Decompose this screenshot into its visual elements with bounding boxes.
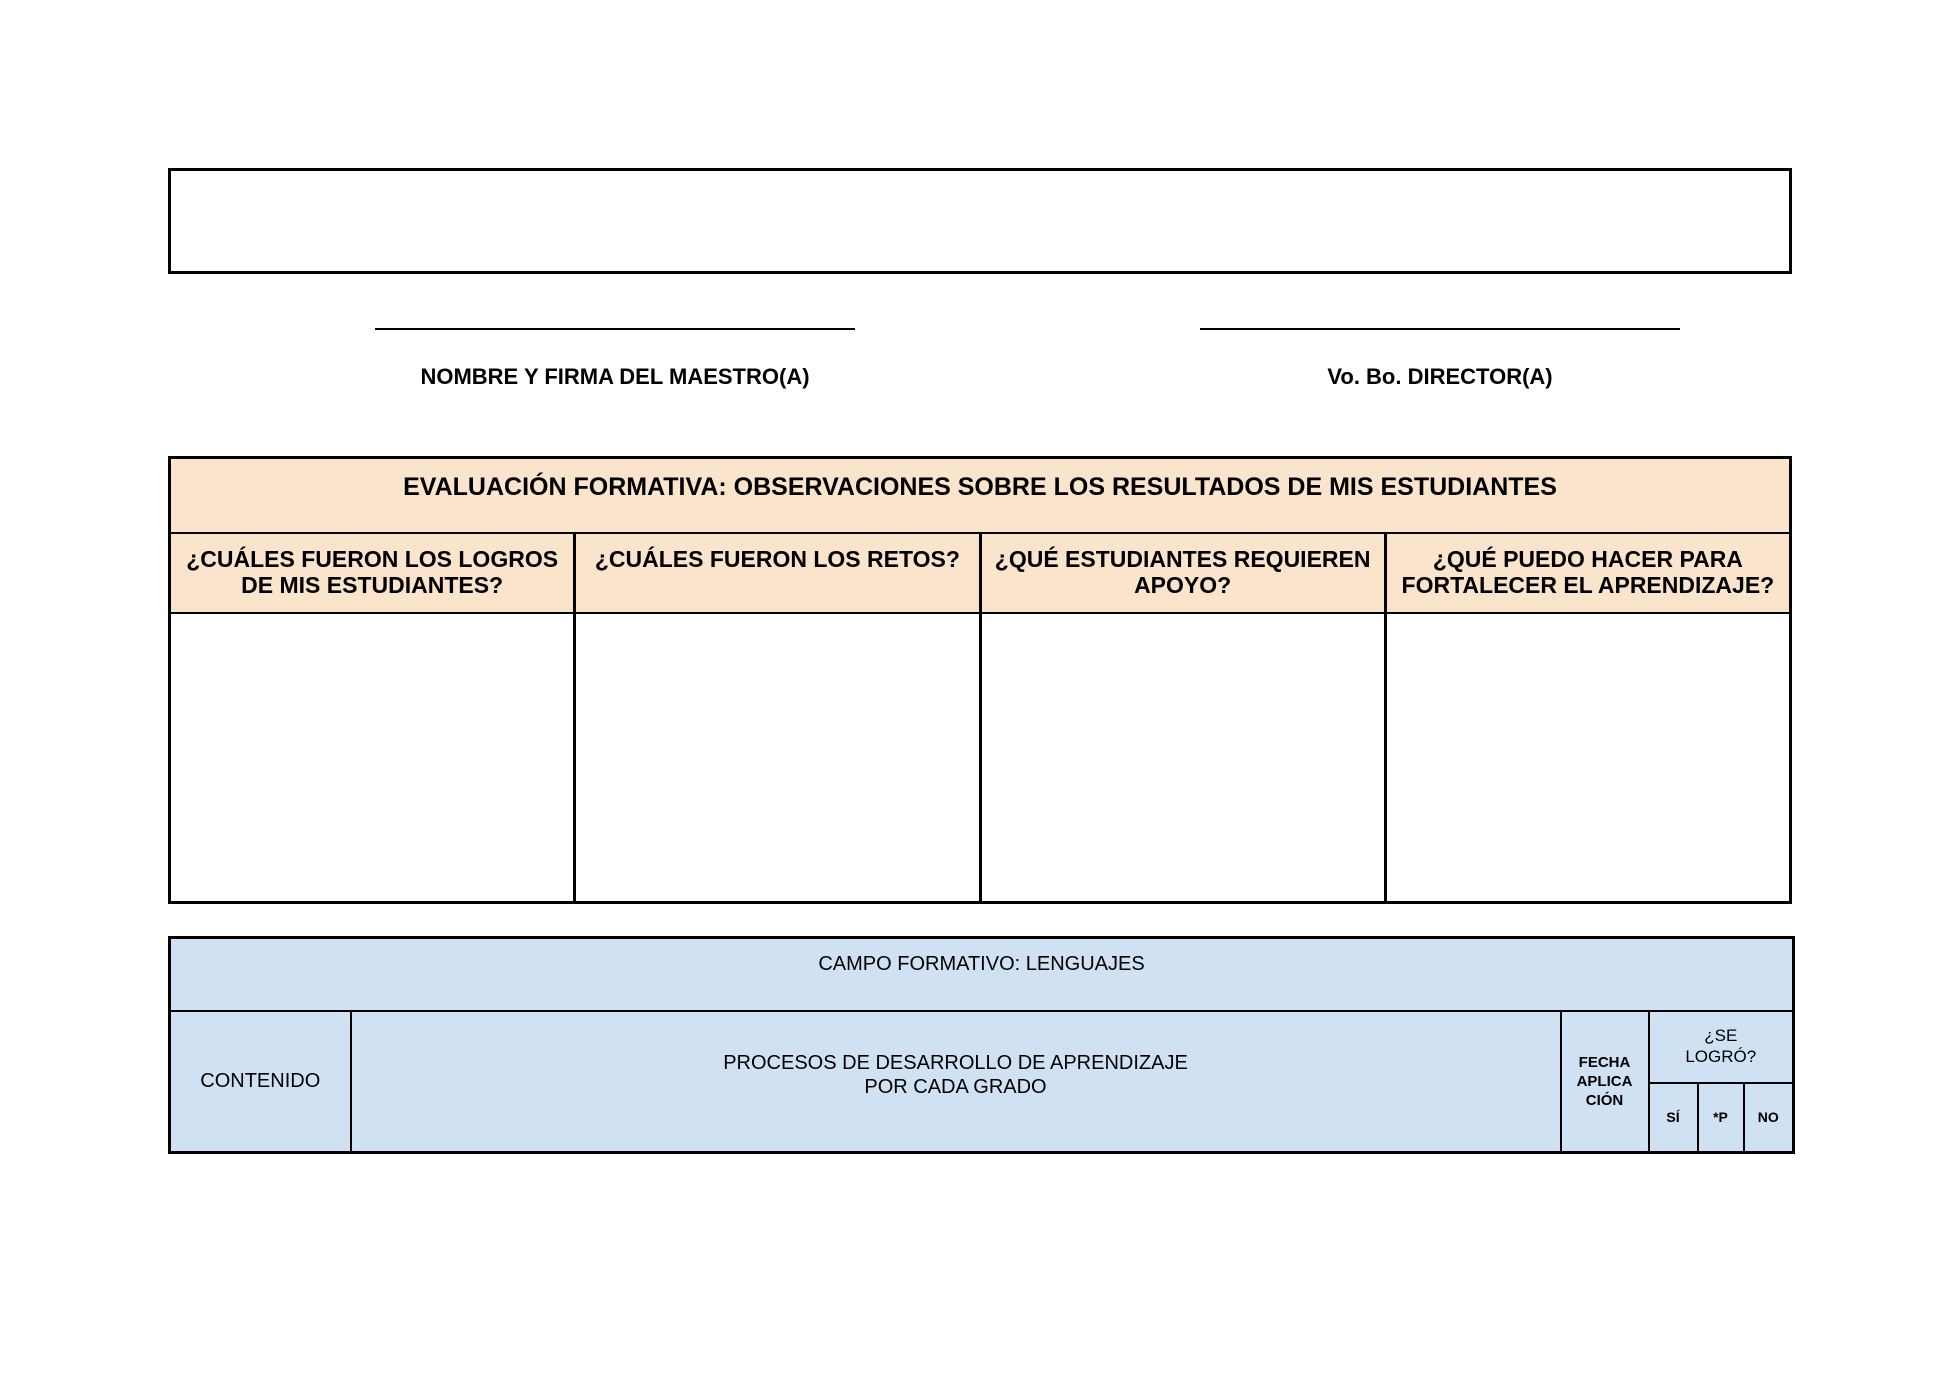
header-line: ¿CUÁLES FUERON LOS RETOS? bbox=[594, 545, 960, 572]
se-logro-header bbox=[1649, 1011, 1794, 1083]
fecha-line: APLICA bbox=[1576, 1072, 1633, 1090]
no-header: NO bbox=[1744, 1083, 1794, 1153]
evaluation-title: EVALUACIÓN FORMATIVA: OBSERVACIONES SOBRE LOS RESULTADOS DE MIS ESTUDIANTES bbox=[170, 458, 1791, 533]
strengthen-learning-header bbox=[1385, 533, 1790, 613]
teacher-signature-label: NOMBRE Y FIRMA DEL MAESTRO(A) bbox=[420, 364, 810, 389]
challenges-header bbox=[575, 533, 980, 613]
header-line: ¿QUÉ PUEDO HACER PARA bbox=[1432, 545, 1743, 572]
logro-line: ¿SE bbox=[1704, 1025, 1738, 1045]
challenges-cell[interactable] bbox=[575, 613, 980, 903]
director-signature-label: Vo. Bo. DIRECTOR(A) bbox=[1327, 364, 1553, 389]
parcial-header: *P bbox=[1698, 1083, 1744, 1153]
campo-formativo-table bbox=[168, 936, 1795, 1154]
logro-line: LOGRÓ? bbox=[1685, 1046, 1757, 1066]
header-line: ¿CUÁLES FUERON LOS LOGROS bbox=[186, 545, 559, 572]
support-needed-cell[interactable] bbox=[980, 613, 1385, 903]
fecha-aplicacion-header bbox=[1561, 1011, 1649, 1153]
strengthen-learning-cell[interactable] bbox=[1385, 613, 1790, 903]
si-header: SÍ bbox=[1649, 1083, 1698, 1153]
header-line: DE MIS ESTUDIANTES? bbox=[241, 571, 504, 598]
procesos-header bbox=[351, 1011, 1561, 1153]
header-line: ¿QUÉ ESTUDIANTES REQUIEREN bbox=[994, 545, 1371, 572]
support-needed-header bbox=[980, 533, 1385, 613]
achievements-cell[interactable] bbox=[170, 613, 575, 903]
header-line: FORTALECER EL APRENDIZAJE? bbox=[1401, 571, 1775, 598]
evaluation-table bbox=[168, 456, 1792, 904]
director-signature-line bbox=[1200, 328, 1680, 330]
fecha-line: FECHA bbox=[1578, 1053, 1631, 1071]
header-box bbox=[168, 168, 1792, 274]
procesos-line: PROCESOS DE DESARROLLO DE APRENDIZAJE bbox=[723, 1052, 1188, 1075]
procesos-line: POR CADA GRADO bbox=[864, 1076, 1047, 1099]
campo-title: CAMPO FORMATIVO: LENGUAJES bbox=[170, 938, 1794, 1011]
achievements-header bbox=[170, 533, 575, 613]
header-line: APOYO? bbox=[1134, 571, 1232, 598]
fecha-line: CIÓN bbox=[1585, 1091, 1624, 1109]
contenido-header: CONTENIDO bbox=[170, 1011, 351, 1153]
teacher-signature-line bbox=[375, 328, 855, 330]
